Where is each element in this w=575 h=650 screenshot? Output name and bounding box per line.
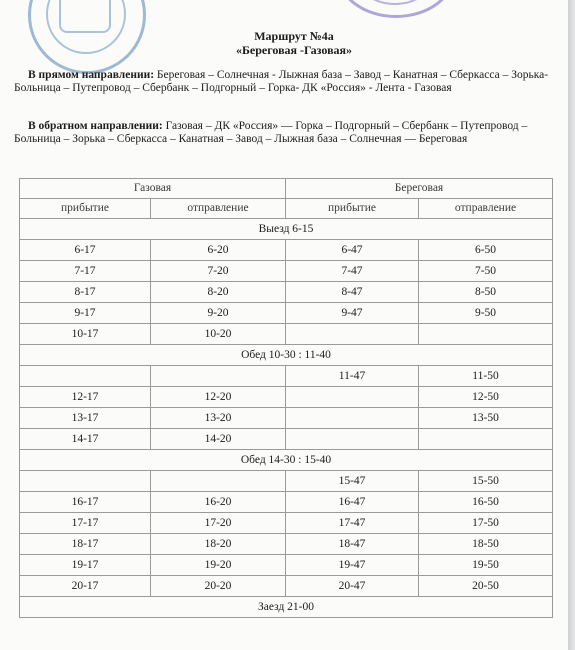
- beregovaya-arrival-cell: 15-47: [286, 471, 419, 492]
- gazovaya-departure-cell: 20-20: [151, 576, 286, 597]
- beregovaya-arrival-cell: 6-47: [286, 240, 419, 261]
- beregovaya-arrival-cell: 18-47: [286, 534, 419, 555]
- gazovaya-departure-cell: 18-20: [151, 534, 286, 555]
- gazovaya-departure-cell: 6-20: [151, 240, 286, 261]
- page-edge-shadow: [568, 0, 575, 650]
- gazovaya-departure-cell: 12-20: [151, 387, 286, 408]
- schedule-note-row: [20, 345, 553, 366]
- gazovaya-arrival-cell: 6-17: [20, 240, 151, 261]
- beregovaya-arrival-cell: 7-47: [286, 261, 419, 282]
- beregovaya-departure-cell: [419, 324, 553, 345]
- beregovaya-arrival-cell: [286, 324, 419, 345]
- gazovaya-arrival-cell: 13-17: [20, 408, 151, 429]
- stop-header-beregovaya: Береговая: [286, 179, 553, 199]
- forward-direction: [14, 69, 554, 95]
- gazovaya-departure-cell: [151, 471, 286, 492]
- schedule-note-row: [20, 450, 553, 471]
- beregovaya-departure-cell: 6-50: [419, 240, 553, 261]
- backward-stops: Газовая – ДК «Россия» — Горка – Подгорный – Сбербанк – Путепровод – Больница – Зорька – Сберкасса – Канатная – Завод – Лыжная база – Солнечная — Береговая: [14, 120, 528, 145]
- gazovaya-departure-cell: 9-20: [151, 303, 286, 324]
- beregovaya-departure-cell: 9-50: [419, 303, 553, 324]
- gazovaya-arrival-cell: [20, 366, 151, 387]
- schedule-row: [20, 555, 553, 576]
- column-header-departure: отправление: [419, 199, 553, 219]
- schedule-row: [20, 534, 553, 555]
- column-header-departure: отправление: [151, 199, 286, 219]
- schedule-row: [20, 513, 553, 534]
- gazovaya-departure-cell: 7-20: [151, 261, 286, 282]
- stops-header-row: [20, 179, 553, 199]
- gazovaya-arrival-cell: 17-17: [20, 513, 151, 534]
- beregovaya-arrival-cell: [286, 429, 419, 450]
- beregovaya-departure-cell: 19-50: [419, 555, 553, 576]
- column-header-arrival: прибытие: [20, 199, 151, 219]
- gazovaya-arrival-cell: 12-17: [20, 387, 151, 408]
- gazovaya-arrival-cell: 20-17: [20, 576, 151, 597]
- route-number-title: Маршрут №4а: [254, 29, 334, 43]
- beregovaya-departure-cell: 13-50: [419, 408, 553, 429]
- stamp-inner-ring: [354, 0, 436, 5]
- backward-label: В обратном направлении:: [28, 120, 163, 132]
- backward-direction: [14, 120, 554, 146]
- approval-stamp: [337, 0, 455, 18]
- schedule-note: Заезд 21-00: [20, 597, 553, 618]
- gazovaya-departure-cell: 8-20: [151, 282, 286, 303]
- schedule-note: Обед 14-30 : 15-40: [20, 450, 553, 471]
- beregovaya-arrival-cell: 20-47: [286, 576, 419, 597]
- schedule-row: [20, 240, 553, 261]
- beregovaya-departure-cell: [419, 429, 553, 450]
- gazovaya-departure-cell: 19-20: [151, 555, 286, 576]
- schedule-table: [19, 178, 553, 618]
- beregovaya-departure-cell: 12-50: [419, 387, 553, 408]
- beregovaya-arrival-cell: 19-47: [286, 555, 419, 576]
- schedule-note: Выезд 6-15: [20, 219, 553, 240]
- beregovaya-arrival-cell: [286, 387, 419, 408]
- beregovaya-arrival-cell: 8-47: [286, 282, 419, 303]
- route-name-title: «Береговая -Газовая»: [235, 43, 353, 57]
- gazovaya-arrival-cell: 19-17: [20, 555, 151, 576]
- beregovaya-arrival-cell: 11-47: [286, 366, 419, 387]
- beregovaya-departure-cell: 15-50: [419, 471, 553, 492]
- gazovaya-arrival-cell: [20, 471, 151, 492]
- schedule-note-row: [20, 597, 553, 618]
- schedule-row: [20, 366, 553, 387]
- gazovaya-arrival-cell: 9-17: [20, 303, 151, 324]
- beregovaya-departure-cell: 8-50: [419, 282, 553, 303]
- beregovaya-departure-cell: 11-50: [419, 366, 553, 387]
- gazovaya-arrival-cell: 18-17: [20, 534, 151, 555]
- gazovaya-arrival-cell: 10-17: [20, 324, 151, 345]
- gazovaya-departure-cell: 14-20: [151, 429, 286, 450]
- schedule-note: Обед 10-30 : 11-40: [20, 345, 553, 366]
- gazovaya-arrival-cell: 8-17: [20, 282, 151, 303]
- schedule-row: [20, 408, 553, 429]
- beregovaya-departure-cell: 20-50: [419, 576, 553, 597]
- schedule-row: [20, 324, 553, 345]
- schedule-row: [20, 576, 553, 597]
- gazovaya-departure-cell: 17-20: [151, 513, 286, 534]
- forward-stops: Береговая – Солнечная - Лыжная база – Завод – Канатная – Сберкасса – Зорька- Больница – Путепровод – Сбербанк – Подгорный – Горка- ДК «Россия» - Лента - Газовая: [14, 69, 549, 94]
- gazovaya-departure-cell: 16-20: [151, 492, 286, 513]
- schedule-row: [20, 282, 553, 303]
- schedule-row: [20, 387, 553, 408]
- schedule-row: [20, 492, 553, 513]
- gazovaya-arrival-cell: 14-17: [20, 429, 151, 450]
- gazovaya-arrival-cell: 16-17: [20, 492, 151, 513]
- gazovaya-arrival-cell: 7-17: [20, 261, 151, 282]
- beregovaya-arrival-cell: [286, 408, 419, 429]
- gazovaya-departure-cell: 13-20: [151, 408, 286, 429]
- schedule-row: [20, 471, 553, 492]
- beregovaya-departure-cell: 7-50: [419, 261, 553, 282]
- stop-header-gazovaya: Газовая: [20, 179, 286, 199]
- beregovaya-departure-cell: 18-50: [419, 534, 553, 555]
- columns-header-row: [20, 199, 553, 219]
- gazovaya-departure-cell: [151, 366, 286, 387]
- beregovaya-departure-cell: 16-50: [419, 492, 553, 513]
- forward-label: В прямом направлении:: [28, 69, 155, 81]
- schedule-row: [20, 261, 553, 282]
- schedule-row: [20, 303, 553, 324]
- column-header-arrival: прибытие: [286, 199, 419, 219]
- beregovaya-arrival-cell: 17-47: [286, 513, 419, 534]
- schedule-note-row: [20, 219, 553, 240]
- beregovaya-arrival-cell: 9-47: [286, 303, 419, 324]
- beregovaya-departure-cell: 17-50: [419, 513, 553, 534]
- beregovaya-arrival-cell: 16-47: [286, 492, 419, 513]
- gazovaya-departure-cell: 10-20: [151, 324, 286, 345]
- schedule-row: [20, 429, 553, 450]
